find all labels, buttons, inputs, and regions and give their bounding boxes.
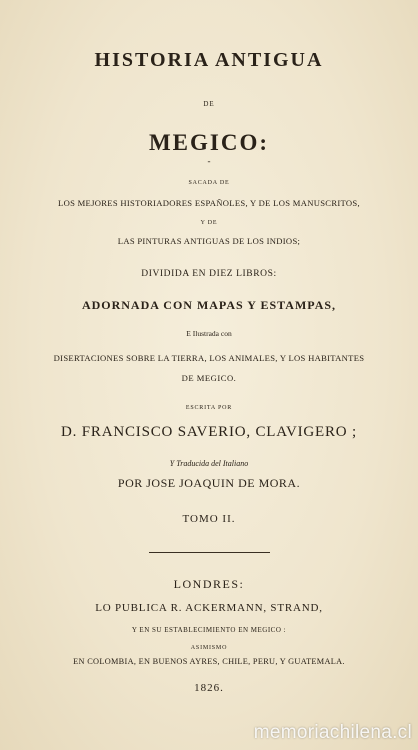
translated-from-text: Y Traducida del Italiano xyxy=(169,459,249,468)
publication-city: LONDRES: xyxy=(173,577,245,591)
sources-line-2: LAS PINTURAS ANTIGUAS DE LOS INDIOS; xyxy=(117,236,301,246)
sacada-de-text: SACADA DE xyxy=(188,180,230,186)
watermark-logo: memoriachilena.cl xyxy=(253,722,412,743)
divisions-text: DIVIDIDA EN DIEZ LIBROS: xyxy=(141,269,277,279)
translator-name: POR JOSE JOAQUIN DE MORA. xyxy=(117,476,301,490)
sources-line-1: LOS MEJORES HISTORIADORES ESPAÑOLES, Y DE LOS MANUSCRITOS, xyxy=(58,198,360,208)
publisher-line: LO PUBLICA R. ACKERMANN, STRAND, xyxy=(95,602,323,614)
divider-rule xyxy=(149,552,270,553)
book-subject: MEGICO: xyxy=(148,130,270,155)
volume-label: TOMO II. xyxy=(182,513,236,525)
ilustrada-text: E Ilustrada con xyxy=(186,329,232,338)
distribution-line: EN COLOMBIA, EN BUENOS AYRES, CHILE, PERU, Y GUATEMALA. xyxy=(73,657,345,666)
title-connector-de: DE xyxy=(203,100,215,108)
publication-year: 1826. xyxy=(194,682,224,694)
book-title: HISTORIA ANTIGUA xyxy=(94,49,324,71)
y-de-text: Y DE xyxy=(200,220,218,226)
escrita-por-text: ESCRITA POR xyxy=(185,405,233,411)
ornament-dash: - xyxy=(207,156,211,166)
author-name: D. FRANCISCO SAVERIO, CLAVIGERO ; xyxy=(61,424,357,440)
illustrations-text: ADORNADA CON MAPAS Y ESTAMPAS, xyxy=(81,298,337,312)
de-megico-text: DE MEGICO. xyxy=(181,373,237,383)
dissertations-line: DISERTACIONES SOBRE LA TIERRA, LOS ANIMALES, Y LOS HABITANTES xyxy=(53,353,365,363)
establishment-line: Y EN SU ESTABLECIMIENTO EN MEGICO : xyxy=(131,626,287,634)
asimismo-text: ASIMISMO xyxy=(190,645,228,651)
